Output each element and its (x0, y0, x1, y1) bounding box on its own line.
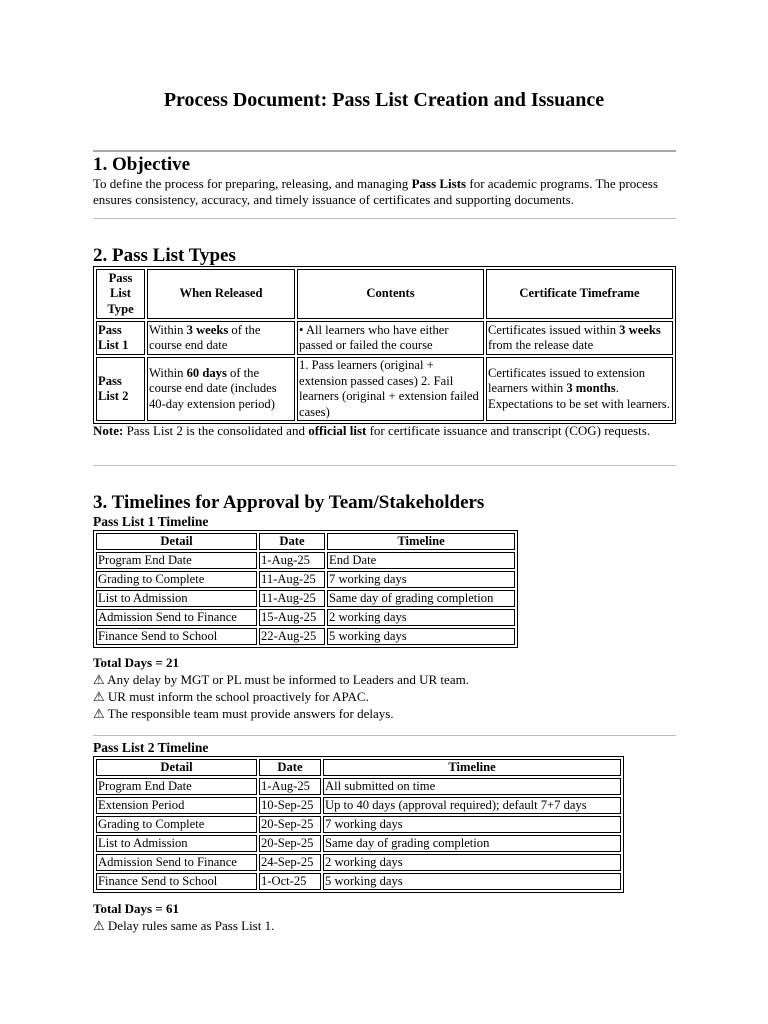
note-label: Note: (93, 423, 124, 438)
timeline-cell: 7 working days (327, 571, 515, 588)
table-row (96, 628, 515, 645)
pass-list-2-timeline-title: Pass List 2 Timeline (93, 740, 209, 755)
timeline-cell: 5 working days (323, 873, 621, 890)
objective-text-part: To define the process for preparing, releasing, and managing (93, 176, 412, 191)
objective-heading: 1. Objective (93, 154, 191, 175)
date-cell: 20-Sep-25 (259, 835, 321, 852)
cell-text: . Expectations to be set with learners. (488, 381, 670, 411)
cell-text: of the course end date (149, 322, 261, 352)
table-row (96, 357, 673, 421)
date-cell: 22-Aug-25 (259, 628, 325, 645)
certificate-timeframe-cell (486, 357, 673, 421)
pass-list-types-heading: 2. Pass List Types (93, 245, 236, 266)
table-row (96, 854, 621, 871)
timeline-cell: Same day of grading completion (327, 590, 515, 607)
date-cell: 1-Oct-25 (259, 873, 321, 890)
contents-cell: • All learners who have either passed or failed the course (297, 321, 484, 355)
certificate-timeframe-cell (486, 321, 673, 355)
table-row (96, 797, 621, 814)
divider (93, 735, 676, 736)
column-header: Detail (96, 759, 257, 776)
timeline-cell: 2 working days (323, 854, 621, 871)
table-row (96, 778, 621, 795)
cell-text: Certificates issued within (488, 322, 620, 337)
note-text-bold: official list (308, 423, 367, 438)
detail-cell: Grading to Complete (96, 816, 257, 833)
divider (93, 218, 676, 219)
date-cell: 15-Aug-25 (259, 609, 325, 626)
contents-cell: 1. Pass learners (original + extension passed cases) 2. Fail learners (original + extension failed cases) (297, 357, 484, 421)
detail-cell: Finance Send to School (96, 873, 257, 890)
pass-list-types-table (93, 266, 676, 424)
pass-list-1-timeline-table (93, 530, 518, 648)
table-row (96, 552, 515, 569)
when-released-cell (147, 357, 295, 421)
date-cell: 11-Aug-25 (259, 590, 325, 607)
column-header: Timeline (323, 759, 621, 776)
cell-text: from the release date (488, 338, 594, 352)
pass-list-1-timeline-title: Pass List 1 Timeline (93, 514, 209, 529)
pass-list-type-cell (96, 357, 145, 421)
detail-cell: Admission Send to Finance (96, 609, 257, 626)
detail-cell: Program End Date (96, 552, 257, 569)
table-header-row (96, 269, 673, 319)
delay-warning: ⚠ Delay rules same as Pass List 1. (93, 918, 275, 933)
cell-text-bold: 3 weeks (619, 322, 661, 337)
detail-cell: Extension Period (96, 797, 257, 814)
divider (93, 465, 676, 466)
column-header: Timeline (327, 533, 515, 550)
pass-list-type-label: Pass List 2 (98, 373, 129, 403)
cell-text-bold: 60 days (186, 365, 227, 380)
objective-text (93, 176, 678, 207)
timelines-heading: 3. Timelines for Approval by Team/Stakeholders (93, 492, 485, 513)
table-header-row (96, 533, 515, 550)
pass-list-1-total-days: Total Days = 21 (93, 655, 180, 670)
when-released-cell (147, 321, 295, 355)
cell-text: Within (149, 365, 187, 380)
delay-warning: ⚠ The responsible team must provide answers for delays. (93, 706, 394, 721)
column-header: Certificate Timeframe (486, 269, 673, 319)
detail-cell: Admission Send to Finance (96, 854, 257, 871)
table-row (96, 835, 621, 852)
date-cell: 24-Sep-25 (259, 854, 321, 871)
cell-text-bold: 3 weeks (186, 322, 229, 337)
table-row (96, 571, 515, 588)
note-text: for certificate issuance and transcript (COG) requests. (366, 423, 651, 438)
date-cell: 20-Sep-25 (259, 816, 321, 833)
timeline-cell: Up to 40 days (approval required); default 7+7 days (323, 797, 621, 814)
delay-warning: ⚠ UR must inform the school proactively for APAC. (93, 689, 369, 704)
detail-cell: List to Admission (96, 590, 257, 607)
date-cell: 10-Sep-25 (259, 797, 321, 814)
date-cell: 1-Aug-25 (259, 778, 321, 795)
table-row (96, 590, 515, 607)
pass-list-type-label: Pass List 1 (98, 322, 129, 352)
column-header: Pass List Type (96, 269, 145, 319)
cell-text: of the course end date (includes 40-day extension period) (149, 365, 277, 411)
date-cell: 11-Aug-25 (259, 571, 325, 588)
date-cell: 1-Aug-25 (259, 552, 325, 569)
pass-list-2-total-days: Total Days = 61 (93, 901, 180, 916)
cell-text: Within (149, 322, 187, 337)
column-header: Contents (297, 269, 484, 319)
timeline-cell: 7 working days (323, 816, 621, 833)
detail-cell: Program End Date (96, 778, 257, 795)
pass-list-2-timeline-table (93, 756, 624, 893)
timeline-cell: End Date (327, 552, 515, 569)
timeline-cell: 2 working days (327, 609, 515, 626)
column-header: Detail (96, 533, 257, 550)
column-header: When Released (147, 269, 295, 319)
objective-text-part: for academic programs. The process ensures consistency, accuracy, and timely issuance of certificates and supporting documents. (93, 176, 658, 207)
pass-list-note (93, 423, 678, 439)
table-row (96, 609, 515, 626)
timeline-cell: Same day of grading completion (323, 835, 621, 852)
table-header-row (96, 759, 621, 776)
cell-text: Certificates issued to extension learners within (488, 365, 646, 396)
cell-text-bold: 3 months (566, 381, 616, 396)
timeline-cell: All submitted on time (323, 778, 621, 795)
detail-cell: List to Admission (96, 835, 257, 852)
detail-cell: Grading to Complete (96, 571, 257, 588)
delay-warning: ⚠ Any delay by MGT or PL must be informed to Leaders and UR team. (93, 672, 469, 687)
column-header: Date (259, 533, 325, 550)
column-header: Date (259, 759, 321, 776)
table-row (96, 873, 621, 890)
detail-cell: Finance Send to School (96, 628, 257, 645)
table-row (96, 321, 673, 355)
note-text: Pass List 2 is the consolidated and (123, 423, 309, 438)
objective-text-bold: Pass Lists (411, 176, 467, 191)
divider (93, 150, 676, 152)
timeline-cell: 5 working days (327, 628, 515, 645)
table-row (96, 816, 621, 833)
pass-list-type-cell (96, 321, 145, 355)
document-title: Process Document: Pass List Creation and Issuance (163, 89, 605, 111)
